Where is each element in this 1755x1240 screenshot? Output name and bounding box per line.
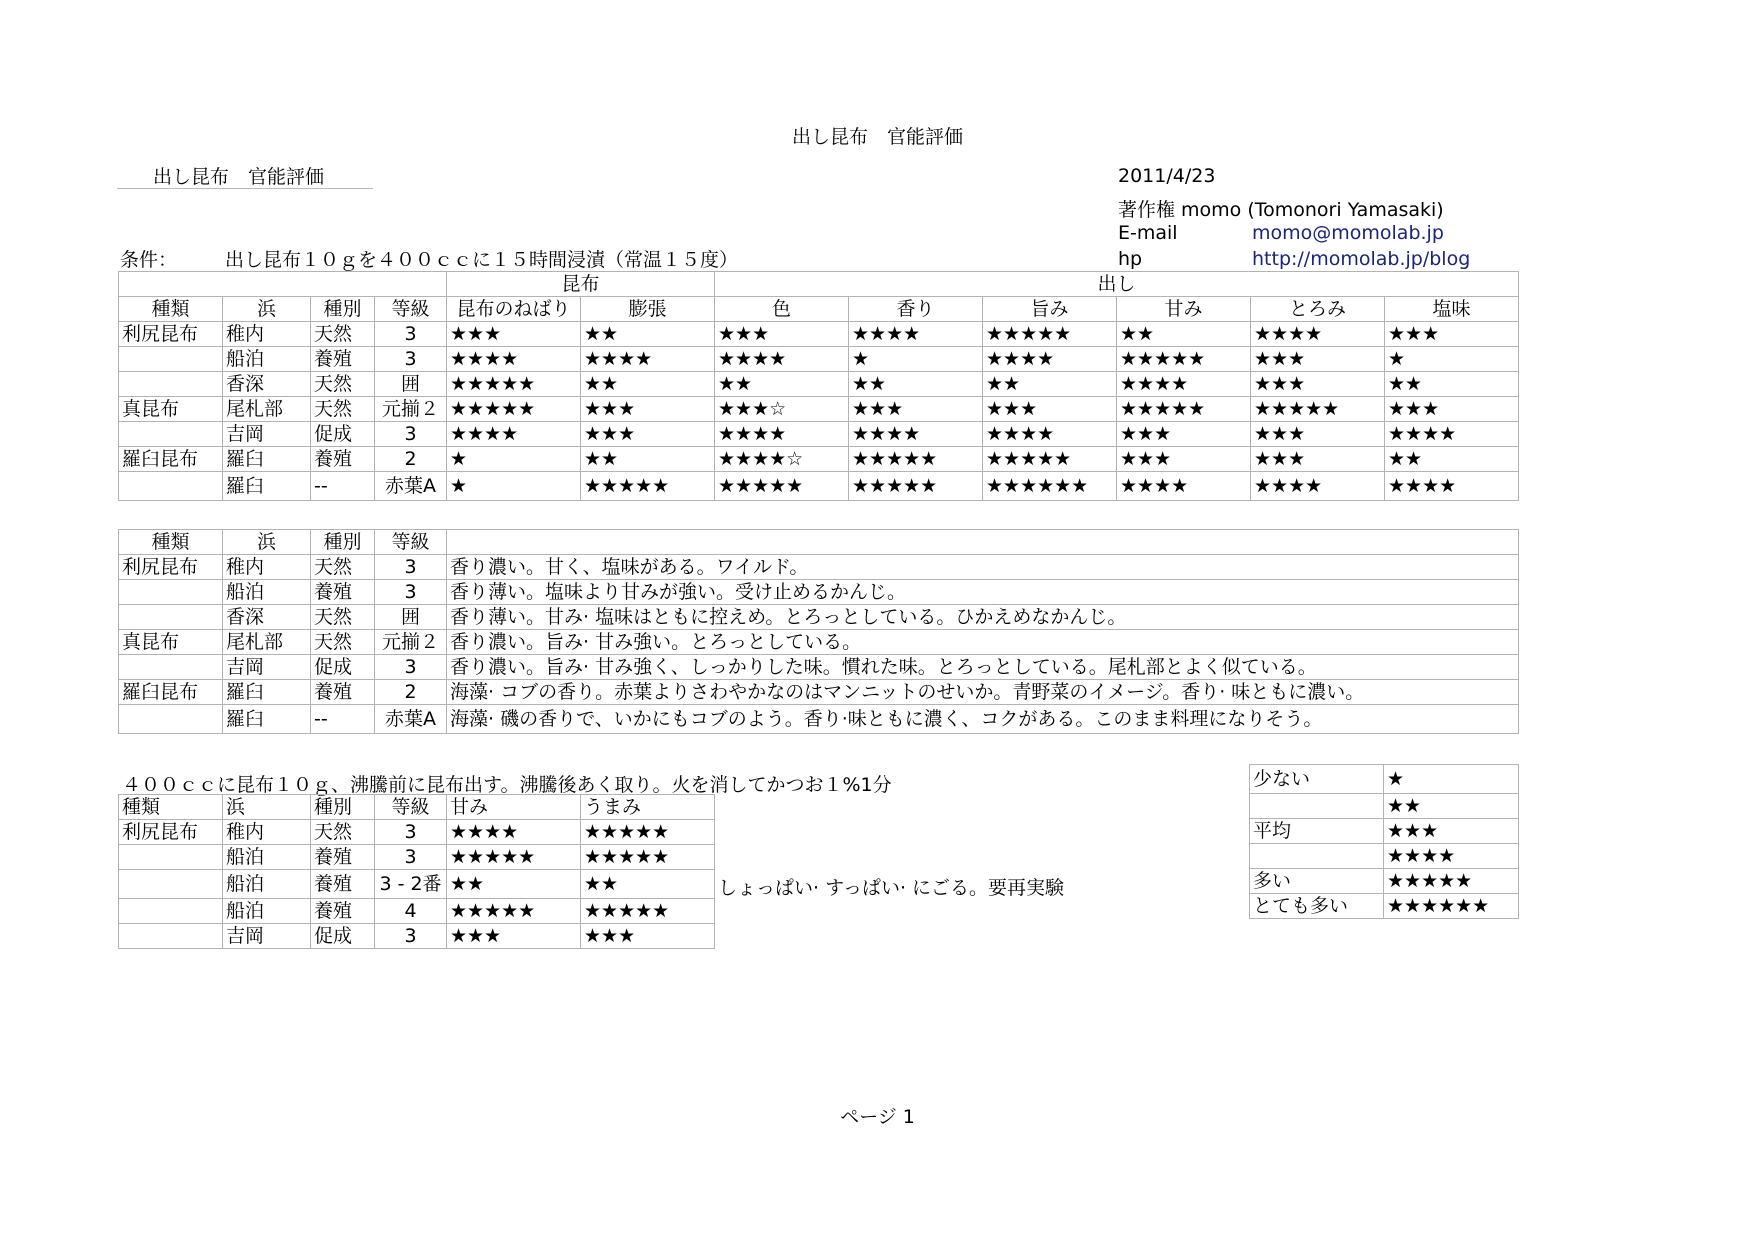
table-cell: 天然 — [311, 555, 375, 580]
column-header: 香り — [849, 297, 983, 322]
table-row — [119, 845, 715, 870]
table-cell: 囲 — [375, 372, 447, 397]
table-cell: ★★★★ — [581, 347, 715, 372]
table-cell: ★★ — [447, 870, 581, 899]
table-cell: ★★★★ — [1251, 472, 1385, 501]
column-header: 浜 — [223, 297, 311, 322]
kombu-comment-table — [118, 529, 1519, 734]
column-header: 種類 — [119, 795, 223, 820]
table-cell: 平均 — [1250, 819, 1384, 844]
table-cell: ★★ — [983, 372, 1117, 397]
table-row — [119, 630, 1519, 655]
table-cell: 4 — [375, 899, 447, 924]
table-cell: 香り薄い。塩味より甘みが強い。受け止めるかんじ。 — [447, 580, 1519, 605]
table-row — [119, 820, 715, 845]
table-cell: 養殖 — [311, 347, 375, 372]
table-cell: 元揃２ — [375, 397, 447, 422]
table-cell: ★★★ — [1251, 372, 1385, 397]
table-cell: ★★★★ — [447, 347, 581, 372]
table-cell — [1250, 844, 1384, 869]
table-row — [1250, 844, 1519, 869]
table-cell: 船泊 — [223, 870, 311, 899]
table-cell — [119, 845, 223, 870]
table-cell: ★★★★ — [849, 422, 983, 447]
table-cell — [119, 705, 223, 734]
column-header: 等級 — [375, 297, 447, 322]
table-cell: ★★ — [1384, 794, 1519, 819]
table-cell: 3 — [375, 580, 447, 605]
table-cell: ★★★★ — [849, 322, 983, 347]
table-cell: 養殖 — [311, 870, 375, 899]
table-row — [119, 924, 715, 949]
table-row — [119, 899, 715, 924]
table-cell: ★★★★★ — [849, 447, 983, 472]
table-cell: ★★ — [1385, 372, 1519, 397]
table-row — [119, 705, 1519, 734]
table-cell: ★★★ — [1251, 347, 1385, 372]
table-cell: ★★★★☆ — [715, 447, 849, 472]
table-cell: 利尻昆布 — [119, 555, 223, 580]
table-cell: 天然 — [311, 372, 375, 397]
table-cell: 3 — [375, 347, 447, 372]
table-cell: 稚内 — [223, 322, 311, 347]
table-cell: -- — [311, 705, 375, 734]
table-cell: 促成 — [311, 422, 375, 447]
column-header: 種別 — [311, 795, 375, 820]
table-row — [119, 372, 1519, 397]
table-cell: ★★★★ — [1384, 844, 1519, 869]
table-cell: ★★★ — [1117, 447, 1251, 472]
table-cell: ★★★ — [715, 322, 849, 347]
table-cell: 真昆布 — [119, 630, 223, 655]
table-row — [119, 580, 1519, 605]
table-cell: ★★★★★ — [983, 447, 1117, 472]
table-row — [119, 322, 1519, 347]
table-cell: 利尻昆布 — [119, 820, 223, 845]
table-cell: ★★ — [715, 372, 849, 397]
table-cell: ★ — [849, 347, 983, 372]
table-cell: 船泊 — [223, 845, 311, 870]
table-row — [119, 397, 1519, 422]
table-cell: ★★★ — [1251, 422, 1385, 447]
table-cell: 羅臼 — [223, 680, 311, 705]
hp-label: hp — [1118, 248, 1143, 270]
table-cell — [1250, 794, 1384, 819]
table-cell: ★★★★★ — [447, 397, 581, 422]
group-header-kombu: 昆布 — [447, 272, 715, 297]
table-cell: 養殖 — [311, 899, 375, 924]
table-cell: ★★★★★ — [581, 845, 715, 870]
column-header: 浜 — [223, 530, 311, 555]
table-row — [119, 680, 1519, 705]
table-cell: 吉岡 — [223, 655, 311, 680]
table-cell: ★★★★★ — [849, 472, 983, 501]
table-cell: ★★★★ — [447, 422, 581, 447]
table-row — [119, 472, 1519, 501]
table-row — [119, 422, 1519, 447]
boil-test-caption: ４００ｃｃに昆布１０ｇ、沸騰前に昆布出す。沸騰後あく取り。火を消してかつお１%1分 — [122, 774, 892, 796]
table-cell: 2 — [375, 680, 447, 705]
table-cell: 香り濃い。甘く、塩味がある。ワイルド。 — [447, 555, 1519, 580]
table-cell — [119, 472, 223, 501]
table-cell: ★★★★★ — [581, 472, 715, 501]
table-cell: 天然 — [311, 605, 375, 630]
page-footer: ページ 1 — [840, 1106, 915, 1128]
table-cell: 赤葉A — [375, 705, 447, 734]
table-cell: ★★★★ — [1385, 472, 1519, 501]
table-row — [1250, 894, 1519, 919]
table-cell: とても多い — [1250, 894, 1384, 919]
table-cell: ★★★★★★ — [983, 472, 1117, 501]
table-cell: 尾札部 — [223, 397, 311, 422]
table-cell — [119, 655, 223, 680]
table-cell: 促成 — [311, 924, 375, 949]
table-cell: 多い — [1250, 869, 1384, 894]
table-cell: ★★★★★ — [447, 372, 581, 397]
table-cell: ★★★★ — [1117, 372, 1251, 397]
header-row — [119, 530, 1519, 555]
table-cell: 囲 — [375, 605, 447, 630]
table-cell: 吉岡 — [223, 924, 311, 949]
column-header: 等級 — [375, 795, 447, 820]
table-row — [1250, 765, 1519, 794]
table-cell: 3 — [375, 655, 447, 680]
table-cell: 3 — [375, 924, 447, 949]
table-row — [119, 605, 1519, 630]
table-cell: ★★★★★ — [447, 899, 581, 924]
table-cell: ★★★★★ — [447, 845, 581, 870]
table-cell: ★★★★ — [983, 347, 1117, 372]
table-cell: 赤葉A — [375, 472, 447, 501]
email-link[interactable]: momo@momolab.jp — [1252, 222, 1444, 244]
table-cell: ★★★★ — [1251, 322, 1385, 347]
table-cell: ★★★★ — [983, 422, 1117, 447]
email-label: E-mail — [1118, 222, 1178, 244]
table-cell: 吉岡 — [223, 422, 311, 447]
column-header: 甘み — [1117, 297, 1251, 322]
table-row — [1250, 869, 1519, 894]
table-cell: 2 — [375, 447, 447, 472]
table-cell: ★★ — [581, 447, 715, 472]
table-cell: ★★★ — [1385, 322, 1519, 347]
hp-link[interactable]: http://momolab.jp/blog — [1252, 248, 1471, 270]
table-cell: 稚内 — [223, 820, 311, 845]
table-cell: 3 - 2番 — [375, 870, 447, 899]
column-header: 塩味 — [1385, 297, 1519, 322]
table-cell: ★★ — [1385, 447, 1519, 472]
table-cell: ★★★☆ — [715, 397, 849, 422]
table-cell: 3 — [375, 322, 447, 347]
table-cell: ★★★ — [581, 924, 715, 949]
table-cell: 羅臼昆布 — [119, 680, 223, 705]
condition-text: 出し昆布１０ｇを４００ｃｃに１５時間浸漬（常温１５度） — [225, 249, 739, 271]
table-cell: 香り薄い。甘み· 塩味はともに控えめ。とろっとしている。ひかえめなかんじ。 — [447, 605, 1519, 630]
table-cell: 3 — [375, 422, 447, 447]
table-cell: 船泊 — [223, 580, 311, 605]
table-cell — [119, 580, 223, 605]
table-cell: 養殖 — [311, 580, 375, 605]
table-cell: ★★★★ — [1117, 472, 1251, 501]
table-cell: ★ — [447, 447, 581, 472]
table-cell: ★★★ — [983, 397, 1117, 422]
table-cell: 3 — [375, 845, 447, 870]
table-cell — [119, 924, 223, 949]
table-cell: 天然 — [311, 630, 375, 655]
table-row — [1250, 794, 1519, 819]
table-cell: 天然 — [311, 397, 375, 422]
page-header: 出し昆布 官能評価 — [791, 126, 963, 148]
table-cell: ★★ — [1117, 322, 1251, 347]
table-cell — [119, 870, 223, 899]
column-header: 旨み — [983, 297, 1117, 322]
table-cell: 3 — [375, 555, 447, 580]
column-header: 等級 — [375, 530, 447, 555]
header-row — [119, 795, 715, 820]
condition-label: 条件： — [120, 249, 178, 271]
table-cell: 養殖 — [311, 680, 375, 705]
date: 2011/4/23 — [1118, 165, 1216, 187]
table-row — [119, 447, 1519, 472]
column-header: 色 — [715, 297, 849, 322]
table-cell: 船泊 — [223, 347, 311, 372]
table-cell: 利尻昆布 — [119, 322, 223, 347]
table-cell: ★★★★★★ — [1384, 894, 1519, 919]
header-row — [119, 297, 1519, 322]
table-cell: ★★ — [581, 372, 715, 397]
table-row — [119, 347, 1519, 372]
column-header: 甘み — [447, 795, 581, 820]
table-cell: ★★★ — [1251, 447, 1385, 472]
column-header: 種類 — [119, 530, 223, 555]
column-header: 種類 — [119, 297, 223, 322]
table-cell: ★★★★ — [715, 347, 849, 372]
column-header: 種別 — [311, 297, 375, 322]
table-cell: ★ — [447, 472, 581, 501]
table-cell: ★★★★★ — [983, 322, 1117, 347]
table-row — [119, 655, 1519, 680]
table-cell — [119, 347, 223, 372]
table-cell: ★ — [1384, 765, 1519, 794]
table-cell: ★★★ — [581, 397, 715, 422]
table-cell: -- — [311, 472, 375, 501]
boil-test-table — [118, 794, 715, 949]
table-cell: ★★★★ — [447, 820, 581, 845]
column-header: 膨張 — [581, 297, 715, 322]
table-cell: 羅臼 — [223, 472, 311, 501]
table-cell — [119, 899, 223, 924]
table-cell: 尾札部 — [223, 630, 311, 655]
star-legend-table — [1249, 764, 1519, 919]
table-cell: ★★★ — [447, 924, 581, 949]
column-header: 種別 — [311, 530, 375, 555]
table-cell: 養殖 — [311, 845, 375, 870]
table-row — [119, 870, 715, 899]
table-cell: ★★★ — [849, 397, 983, 422]
column-header: とろみ — [1251, 297, 1385, 322]
table-cell — [119, 605, 223, 630]
table-cell: 羅臼 — [223, 705, 311, 734]
table-cell: 香深 — [223, 372, 311, 397]
table-cell: 3 — [375, 820, 447, 845]
table-cell: ★★★★★ — [1117, 347, 1251, 372]
table-cell: 天然 — [311, 322, 375, 347]
table-cell: 羅臼 — [223, 447, 311, 472]
table-cell: ★★★★★ — [1117, 397, 1251, 422]
table-cell: ★★★★★ — [715, 472, 849, 501]
table-cell: 船泊 — [223, 899, 311, 924]
table-cell — [119, 422, 223, 447]
kombu-rating-table — [118, 271, 1519, 501]
table-cell — [119, 372, 223, 397]
table-cell: ★★ — [581, 870, 715, 899]
table-cell: ★★★★★ — [581, 899, 715, 924]
title-underline — [117, 188, 373, 189]
table-cell: ★★★★ — [1385, 422, 1519, 447]
table-cell: ★★ — [581, 322, 715, 347]
column-header: うまみ — [581, 795, 715, 820]
table-cell: 香り濃い。旨み· 甘み強く、しっかりした味。慣れた味。とろっとしている。尾札部とよく似ている。 — [447, 655, 1519, 680]
table-cell: 促成 — [311, 655, 375, 680]
table-cell: 真昆布 — [119, 397, 223, 422]
table-cell: 天然 — [311, 820, 375, 845]
table-row — [119, 555, 1519, 580]
table-cell: 海藻· コブの香り。赤葉よりさわやかなのはマンニットのせいか。青野菜のイメージ。香り· 味ともに濃い。 — [447, 680, 1519, 705]
table-cell: 養殖 — [311, 447, 375, 472]
table-cell: ★★★★★ — [1384, 869, 1519, 894]
column-header: 昆布のねばり — [447, 297, 581, 322]
table-cell: ★★★★★ — [581, 820, 715, 845]
table-cell: 香り濃い。旨み· 甘み強い。とろっとしている。 — [447, 630, 1519, 655]
table-cell: ★★ — [849, 372, 983, 397]
table-cell: 元揃２ — [375, 630, 447, 655]
table-row — [1250, 819, 1519, 844]
table-cell: ★★★ — [447, 322, 581, 347]
table-cell: 香深 — [223, 605, 311, 630]
column-header: 浜 — [223, 795, 311, 820]
table-cell: ★★★ — [1384, 819, 1519, 844]
table-cell: ★★★ — [1385, 397, 1519, 422]
group-header-dashi: 出し — [715, 272, 1519, 297]
boil-test-note: しょっぱい· すっぱい· にごる。要再実験 — [718, 877, 1065, 899]
table-cell: ★ — [1385, 347, 1519, 372]
table-cell: 稚内 — [223, 555, 311, 580]
table-cell: 少ない — [1250, 765, 1384, 794]
table-cell: ★★★★★ — [1251, 397, 1385, 422]
column-header — [447, 530, 1519, 555]
table-cell: 羅臼昆布 — [119, 447, 223, 472]
table-cell: 海藻· 磯の香りで、いかにもコブのよう。香り·味ともに濃く、コクがある。このまま料理になりそう。 — [447, 705, 1519, 734]
table-cell: ★★★★ — [715, 422, 849, 447]
sheet-title: 出し昆布 官能評価 — [153, 166, 325, 188]
table-cell: ★★★ — [581, 422, 715, 447]
table-cell: ★★★ — [1117, 422, 1251, 447]
copyright: 著作権 momo (Tomonori Yamasaki) — [1118, 199, 1444, 221]
